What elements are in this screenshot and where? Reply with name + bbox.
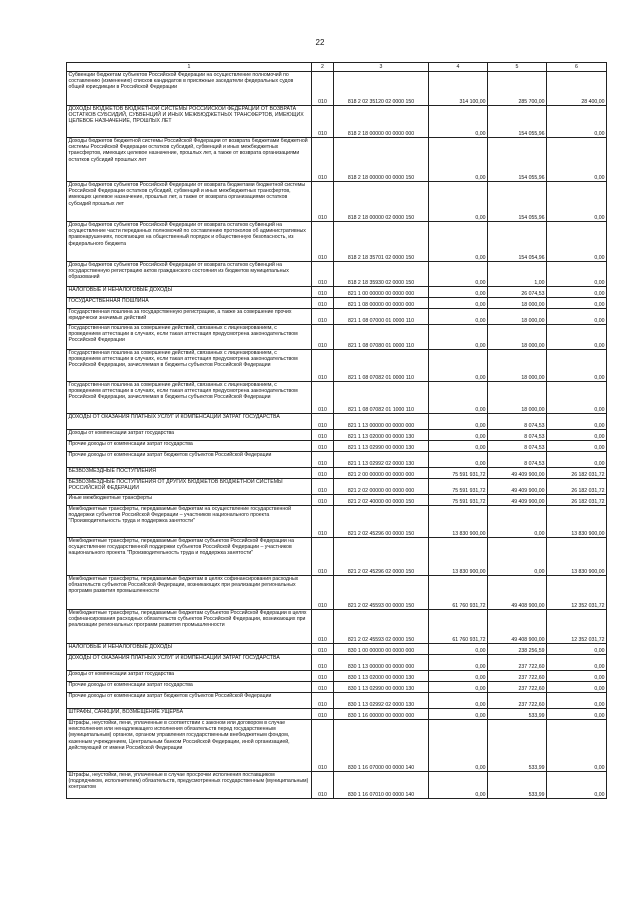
row-executed-cell: 26 074,53 xyxy=(488,287,547,298)
row-kbk-cell: 821 2 02 45593 00 0000 150 xyxy=(334,576,429,610)
row-executed-cell: 49 409 900,00 xyxy=(488,479,547,495)
row-unexecuted-cell: 0,00 xyxy=(547,262,607,287)
row-name-cell: Доходы от компенсации затрат государства xyxy=(67,671,312,682)
row-kbk-cell: 821 2 00 00000 00 0000 000 xyxy=(334,468,429,479)
row-kbk-cell: 821 2 02 45593 02 0000 150 xyxy=(334,610,429,644)
row-approved-cell: 0,00 xyxy=(429,106,488,138)
table-row xyxy=(67,495,607,506)
row-unexecuted-cell: 26 182 031,72 xyxy=(547,479,607,495)
row-kbk-cell: 821 1 13 00000 00 0000 000 xyxy=(334,414,429,430)
row-kbk-cell: 818 2 18 00000 00 0000 150 xyxy=(334,138,429,182)
row-approved-cell: 0,00 xyxy=(429,430,488,441)
row-approved-cell: 0,00 xyxy=(429,262,488,287)
row-executed-cell: 533,99 xyxy=(488,709,547,720)
row-executed-cell: 154 055,96 xyxy=(488,182,547,222)
row-executed-cell: 49 408 900,00 xyxy=(488,610,547,644)
table-row xyxy=(67,262,607,287)
row-kbk-cell: 821 2 02 45296 00 0000 150 xyxy=(334,506,429,538)
row-kbk-cell: 830 1 16 07010 00 0000 140 xyxy=(334,772,429,799)
row-unexecuted-cell: 0,00 xyxy=(547,452,607,468)
row-name-cell: Прочие доходы от компенсации затрат государства xyxy=(67,441,312,452)
row-code-cell: 010 xyxy=(312,576,334,610)
row-executed-cell: 18 000,00 xyxy=(488,325,547,350)
row-code-cell: 010 xyxy=(312,350,334,382)
row-unexecuted-cell: 0,00 xyxy=(547,772,607,799)
row-kbk-cell: 818 2 18 00000 02 0000 150 xyxy=(334,182,429,222)
table-row xyxy=(67,430,607,441)
row-approved-cell: 0,00 xyxy=(429,644,488,655)
row-unexecuted-cell: 0,00 xyxy=(547,709,607,720)
row-unexecuted-cell: 26 182 031,72 xyxy=(547,495,607,506)
row-unexecuted-cell: 0,00 xyxy=(547,350,607,382)
row-executed-cell: 238 256,59 xyxy=(488,644,547,655)
row-code-cell: 010 xyxy=(312,309,334,325)
column-header-5: 5 xyxy=(488,63,547,72)
table-row xyxy=(67,772,607,799)
table-row xyxy=(67,682,607,693)
row-approved-cell: 61 760 931,72 xyxy=(429,576,488,610)
row-unexecuted-cell: 0,00 xyxy=(547,430,607,441)
row-kbk-cell: 818 2 18 35701 02 0000 150 xyxy=(334,222,429,262)
row-code-cell: 010 xyxy=(312,262,334,287)
row-executed-cell: 154 054,96 xyxy=(488,222,547,262)
row-approved-cell: 0,00 xyxy=(429,772,488,799)
row-code-cell: 010 xyxy=(312,138,334,182)
row-kbk-cell: 821 2 02 40000 00 0000 150 xyxy=(334,495,429,506)
table-row xyxy=(67,309,607,325)
table-row xyxy=(67,720,607,772)
row-code-cell: 010 xyxy=(312,479,334,495)
row-name-cell: Прочие доходы от компенсации затрат бюджетов субъектов Российской Федерации xyxy=(67,452,312,468)
row-name-cell: Доходы от компенсации затрат государства xyxy=(67,430,312,441)
row-unexecuted-cell: 0,00 xyxy=(547,693,607,709)
row-kbk-cell: 830 1 13 02990 00 0000 130 xyxy=(334,682,429,693)
row-code-cell: 010 xyxy=(312,222,334,262)
row-kbk-cell: 821 1 00 00000 00 0000 000 xyxy=(334,287,429,298)
row-unexecuted-cell: 0,00 xyxy=(547,655,607,671)
row-name-cell: Межбюджетные трансферты, передаваемые бюджетам на осуществление государственной поддержки субъектов Российской Федерации – участников национального проекта "Производительность труда и поддержка занятости" xyxy=(67,506,312,538)
row-name-cell: Доходы бюджетов субъектов Российской Федерации от возврата остатков субвенций на осуществление части переданных полномочий по составлению протоколов об административных правонарушениях, посягающих на общественный порядок и общественную безопасность, из федерального бюджета xyxy=(67,222,312,262)
row-code-cell: 010 xyxy=(312,468,334,479)
row-kbk-cell: 821 1 13 02000 00 0000 130 xyxy=(334,430,429,441)
row-kbk-cell: 821 1 08 07000 01 0000 110 xyxy=(334,309,429,325)
revenue-table xyxy=(66,62,607,799)
table-row xyxy=(67,671,607,682)
table-body xyxy=(67,72,607,799)
row-executed-cell: 533,99 xyxy=(488,772,547,799)
row-executed-cell: 49 408 900,00 xyxy=(488,576,547,610)
row-executed-cell: 8 074,53 xyxy=(488,430,547,441)
row-name-cell: БЕЗВОЗМЕЗДНЫЕ ПОСТУПЛЕНИЯ xyxy=(67,468,312,479)
row-kbk-cell: 830 1 13 02992 02 0000 130 xyxy=(334,693,429,709)
table-row xyxy=(67,693,607,709)
row-unexecuted-cell: 26 182 031,72 xyxy=(547,468,607,479)
row-code-cell: 010 xyxy=(312,772,334,799)
row-approved-cell: 0,00 xyxy=(429,182,488,222)
row-executed-cell: 18 000,00 xyxy=(488,298,547,309)
row-name-cell: Штрафы, неустойки, пени, уплаченные в соответствии с законом или договором в случае неисполнения или ненадлежащего исполнения обязательств перед государственным (муниципальным) органом, органом управления государственным внебюджетным фондом, казенным учреждением, Центральным банком Российской Федерации, иной организацией, действующей от имени Российской Федерации xyxy=(67,720,312,772)
row-kbk-cell: 821 1 08 00000 00 0000 000 xyxy=(334,298,429,309)
row-name-cell: Государственная пошлина за совершение действий, связанных с лицензированием, с проведением аттестации в случаях, если такая аттестация предусмотрена законодательством Российской Федерации, зачисляемая в бюджеты субъектов Российской Федерации xyxy=(67,382,312,414)
table-row xyxy=(67,655,607,671)
row-code-cell: 010 xyxy=(312,452,334,468)
row-approved-cell: 0,00 xyxy=(429,138,488,182)
table-row xyxy=(67,414,607,430)
row-name-cell: Межбюджетные трансферты, передаваемые бюджетам субъектов Российской Федерации в целях софинансирования расходных обязательств субъектов Российской Федерации, возникающих при реализации региональных программ развития промышленности xyxy=(67,610,312,644)
row-executed-cell: 237 722,60 xyxy=(488,671,547,682)
row-code-cell: 010 xyxy=(312,720,334,772)
row-approved-cell: 0,00 xyxy=(429,693,488,709)
row-approved-cell: 61 760 931,72 xyxy=(429,610,488,644)
row-unexecuted-cell: 0,00 xyxy=(547,682,607,693)
row-unexecuted-cell: 13 830 900,00 xyxy=(547,538,607,576)
row-approved-cell: 0,00 xyxy=(429,287,488,298)
row-executed-cell: 49 409 900,00 xyxy=(488,495,547,506)
row-code-cell: 010 xyxy=(312,506,334,538)
row-kbk-cell: 818 2 18 35930 02 0000 150 xyxy=(334,262,429,287)
table-row xyxy=(67,441,607,452)
row-unexecuted-cell: 0,00 xyxy=(547,309,607,325)
row-executed-cell: 0,00 xyxy=(488,538,547,576)
row-name-cell: Иные межбюджетные трансферты xyxy=(67,495,312,506)
column-header-2: 2 xyxy=(312,63,334,72)
table-row xyxy=(67,479,607,495)
row-code-cell: 010 xyxy=(312,441,334,452)
row-approved-cell: 13 830 900,00 xyxy=(429,538,488,576)
row-executed-cell: 0,00 xyxy=(488,506,547,538)
table-row xyxy=(67,644,607,655)
row-name-cell: Межбюджетные трансферты, передаваемые бюджетам субъектов Российской Федерации на осуществление государственной поддержки субъектов Российской Федерации – участников национального проекта "Производительность труда и поддержка занятости" xyxy=(67,538,312,576)
row-executed-cell: 237 722,60 xyxy=(488,693,547,709)
row-name-cell: Прочие доходы от компенсации затрат бюджетов субъектов Российской Федерации xyxy=(67,693,312,709)
column-header-3: 3 xyxy=(334,63,429,72)
row-code-cell: 010 xyxy=(312,106,334,138)
row-approved-cell: 75 591 931,72 xyxy=(429,495,488,506)
row-name-cell: Доходы бюджетов субъектов Российской Федерации от возврата бюджетами бюджетной системы Российской Федерации остатков субсидий, субвенций и иных межбюджетных трансфертов, имеющих целевое назначение, прошлых лет, а также от возврата организациями остатков субсидий прошлых лет xyxy=(67,182,312,222)
row-approved-cell: 0,00 xyxy=(429,309,488,325)
row-unexecuted-cell: 0,00 xyxy=(547,720,607,772)
row-executed-cell: 8 074,53 xyxy=(488,452,547,468)
row-unexecuted-cell: 0,00 xyxy=(547,671,607,682)
row-code-cell: 010 xyxy=(312,610,334,644)
row-executed-cell: 285 700,00 xyxy=(488,72,547,106)
row-executed-cell: 18 000,00 xyxy=(488,350,547,382)
row-code-cell: 010 xyxy=(312,655,334,671)
row-kbk-cell: 821 2 02 45296 02 0000 150 xyxy=(334,538,429,576)
row-unexecuted-cell: 13 830 900,00 xyxy=(547,506,607,538)
row-kbk-cell: 830 1 13 00000 00 0000 000 xyxy=(334,655,429,671)
row-name-cell: Государственная пошлина за государственную регистрацию, а также за совершение прочих юридически значимых действий xyxy=(67,309,312,325)
row-executed-cell: 18 000,00 xyxy=(488,382,547,414)
row-code-cell: 010 xyxy=(312,325,334,350)
row-kbk-cell: 830 1 13 02000 00 0000 130 xyxy=(334,671,429,682)
row-code-cell: 010 xyxy=(312,414,334,430)
column-header-4: 4 xyxy=(429,63,488,72)
table-row xyxy=(67,287,607,298)
row-approved-cell: 0,00 xyxy=(429,350,488,382)
row-kbk-cell: 818 2 18 00000 00 0000 000 xyxy=(334,106,429,138)
row-approved-cell: 0,00 xyxy=(429,452,488,468)
row-code-cell: 010 xyxy=(312,182,334,222)
row-unexecuted-cell: 0,00 xyxy=(547,441,607,452)
table-row xyxy=(67,72,607,106)
row-unexecuted-cell: 28 400,00 xyxy=(547,72,607,106)
row-approved-cell: 314 100,00 xyxy=(429,72,488,106)
row-name-cell: Межбюджетные трансферты, передаваемые бюджетам в целях софинансирования расходных обязательств субъектов Российской Федерации, возникающих при реализации региональных программ развития промышленности xyxy=(67,576,312,610)
row-name-cell: Штрафы, неустойки, пени, уплаченные в случае просрочки исполнения поставщиком (подрядчиком, исполнителем) обязательств, предусмотренных государственным (муниципальным) контрактом xyxy=(67,772,312,799)
row-unexecuted-cell: 0,00 xyxy=(547,644,607,655)
row-kbk-cell: 830 1 00 00000 00 0000 000 xyxy=(334,644,429,655)
table-row xyxy=(67,468,607,479)
row-name-cell: ДОХОДЫ БЮДЖЕТОВ БЮДЖЕТНОЙ СИСТЕМЫ РОССИЙСКОЙ ФЕДЕРАЦИИ ОТ ВОЗВРАТА ОСТАТКОВ СУБСИДИЙ, СУБВЕНЦИЙ И ИНЫХ МЕЖБЮДЖЕТНЫХ ТРАНСФЕРТОВ, ИМЕЮЩИХ ЦЕЛЕВОЕ НАЗНАЧЕНИЕ, ПРОШЛЫХ ЛЕТ xyxy=(67,106,312,138)
row-approved-cell: 75 591 931,72 xyxy=(429,479,488,495)
row-name-cell: ДОХОДЫ ОТ ОКАЗАНИЯ ПЛАТНЫХ УСЛУГ И КОМПЕНСАЦИИ ЗАТРАТ ГОСУДАРСТВА xyxy=(67,655,312,671)
row-unexecuted-cell: 0,00 xyxy=(547,138,607,182)
row-approved-cell: 0,00 xyxy=(429,655,488,671)
table-row xyxy=(67,576,607,610)
row-kbk-cell: 821 1 08 07080 01 0000 110 xyxy=(334,325,429,350)
row-code-cell: 010 xyxy=(312,644,334,655)
row-approved-cell: 0,00 xyxy=(429,709,488,720)
row-executed-cell: 8 074,53 xyxy=(488,441,547,452)
row-unexecuted-cell: 0,00 xyxy=(547,106,607,138)
row-kbk-cell: 818 2 02 35120 02 0000 150 xyxy=(334,72,429,106)
row-unexecuted-cell: 0,00 xyxy=(547,382,607,414)
row-name-cell: БЕЗВОЗМЕЗДНЫЕ ПОСТУПЛЕНИЯ ОТ ДРУГИХ БЮДЖЕТОВ БЮДЖЕТНОЙ СИСТЕМЫ РОССИЙСКОЙ ФЕДЕРАЦИИ xyxy=(67,479,312,495)
row-kbk-cell: 830 1 16 07000 00 0000 140 xyxy=(334,720,429,772)
row-name-cell: ШТРАФЫ, САНКЦИИ, ВОЗМЕЩЕНИЕ УЩЕРБА xyxy=(67,709,312,720)
row-name-cell: Государственная пошлина за совершение действий, связанных с лицензированием, с проведением аттестации в случаях, если такая аттестация предусмотрена законодательством Российской Федерации, зачисляемая в бюджеты субъектов Российской Федерации xyxy=(67,350,312,382)
row-code-cell: 010 xyxy=(312,682,334,693)
row-approved-cell: 0,00 xyxy=(429,222,488,262)
row-approved-cell: 0,00 xyxy=(429,671,488,682)
row-code-cell: 010 xyxy=(312,430,334,441)
row-name-cell: НАЛОГОВЫЕ И НЕНАЛОГОВЫЕ ДОХОДЫ xyxy=(67,644,312,655)
row-name-cell: Государственная пошлина за совершение действий, связанных с лицензированием, с проведением аттестации в случаях, если такая аттестация предусмотрена законодательством Российской Федерации xyxy=(67,325,312,350)
row-code-cell: 010 xyxy=(312,538,334,576)
row-approved-cell: 13 830 900,00 xyxy=(429,506,488,538)
row-approved-cell: 0,00 xyxy=(429,382,488,414)
column-header-6: 6 xyxy=(547,63,607,72)
table-row xyxy=(67,382,607,414)
row-unexecuted-cell: 0,00 xyxy=(547,325,607,350)
row-approved-cell: 0,00 xyxy=(429,441,488,452)
row-unexecuted-cell: 12 352 031,72 xyxy=(547,610,607,644)
row-executed-cell: 1,00 xyxy=(488,262,547,287)
row-executed-cell: 533,99 xyxy=(488,720,547,772)
row-name-cell: Доходы бюджетов бюджетной системы Российской Федерации от возврата бюджетами бюджетной системы Российской Федерации остатков субсидий, субвенций и иных межбюджетных трансфертов, имеющих целевое назначение, прошлых лет, а также от возврата организациями остатков субсидий прошлых лет xyxy=(67,138,312,182)
row-kbk-cell: 821 1 08 07082 01 0000 110 xyxy=(334,350,429,382)
table-row xyxy=(67,709,607,720)
row-unexecuted-cell: 0,00 xyxy=(547,287,607,298)
row-code-cell: 010 xyxy=(312,298,334,309)
row-executed-cell: 8 074,53 xyxy=(488,414,547,430)
row-name-cell: Субвенции бюджетам субъектов Российской Федерации на осуществление полномочий по составлению (изменению) списков кандидатов в присяжные заседатели федеральных судов общей юрисдикции в Российской Федерации xyxy=(67,72,312,106)
row-code-cell: 010 xyxy=(312,495,334,506)
row-unexecuted-cell: 0,00 xyxy=(547,182,607,222)
row-kbk-cell: 821 1 13 02990 00 0000 130 xyxy=(334,441,429,452)
row-kbk-cell: 821 2 02 00000 00 0000 000 xyxy=(334,479,429,495)
table-row xyxy=(67,182,607,222)
row-code-cell: 010 xyxy=(312,72,334,106)
row-name-cell: ДОХОДЫ ОТ ОКАЗАНИЯ ПЛАТНЫХ УСЛУГ И КОМПЕНСАЦИИ ЗАТРАТ ГОСУДАРСТВА xyxy=(67,414,312,430)
table-row xyxy=(67,610,607,644)
table-row xyxy=(67,538,607,576)
row-code-cell: 010 xyxy=(312,287,334,298)
row-executed-cell: 154 055,96 xyxy=(488,138,547,182)
table-row xyxy=(67,452,607,468)
row-approved-cell: 0,00 xyxy=(429,720,488,772)
row-executed-cell: 237 722,60 xyxy=(488,682,547,693)
row-kbk-cell: 821 1 13 02992 02 0000 130 xyxy=(334,452,429,468)
row-unexecuted-cell: 0,00 xyxy=(547,414,607,430)
row-executed-cell: 49 409 900,00 xyxy=(488,468,547,479)
row-unexecuted-cell: 0,00 xyxy=(547,222,607,262)
row-unexecuted-cell: 12 352 031,72 xyxy=(547,576,607,610)
row-name-cell: НАЛОГОВЫЕ И НЕНАЛОГОВЫЕ ДОХОДЫ xyxy=(67,287,312,298)
table-row xyxy=(67,350,607,382)
table-row xyxy=(67,222,607,262)
row-code-cell: 010 xyxy=(312,382,334,414)
table-row xyxy=(67,138,607,182)
row-name-cell: Прочие доходы от компенсации затрат государства xyxy=(67,682,312,693)
row-approved-cell: 0,00 xyxy=(429,325,488,350)
row-name-cell: ГОСУДАРСТВЕННАЯ ПОШЛИНА xyxy=(67,298,312,309)
table-header-row xyxy=(67,63,607,72)
row-executed-cell: 154 055,96 xyxy=(488,106,547,138)
table-row xyxy=(67,106,607,138)
table-row xyxy=(67,506,607,538)
row-code-cell: 010 xyxy=(312,709,334,720)
row-kbk-cell: 821 1 08 07082 01 1000 110 xyxy=(334,382,429,414)
row-executed-cell: 237 722,60 xyxy=(488,655,547,671)
table-row xyxy=(67,325,607,350)
row-name-cell: Доходы бюджетов субъектов Российской Федерации от возврата остатков субвенций на государственную регистрацию актов гражданского состояния из бюджетов муниципальных образований xyxy=(67,262,312,287)
row-approved-cell: 75 591 931,72 xyxy=(429,468,488,479)
column-header-1: 1 xyxy=(67,63,312,72)
row-executed-cell: 18 000,00 xyxy=(488,309,547,325)
row-unexecuted-cell: 0,00 xyxy=(547,298,607,309)
row-kbk-cell: 830 1 16 00000 00 0000 000 xyxy=(334,709,429,720)
row-approved-cell: 0,00 xyxy=(429,298,488,309)
row-code-cell: 010 xyxy=(312,693,334,709)
row-approved-cell: 0,00 xyxy=(429,682,488,693)
page-number: 22 xyxy=(315,38,325,47)
row-code-cell: 010 xyxy=(312,671,334,682)
table-row xyxy=(67,298,607,309)
row-approved-cell: 0,00 xyxy=(429,414,488,430)
